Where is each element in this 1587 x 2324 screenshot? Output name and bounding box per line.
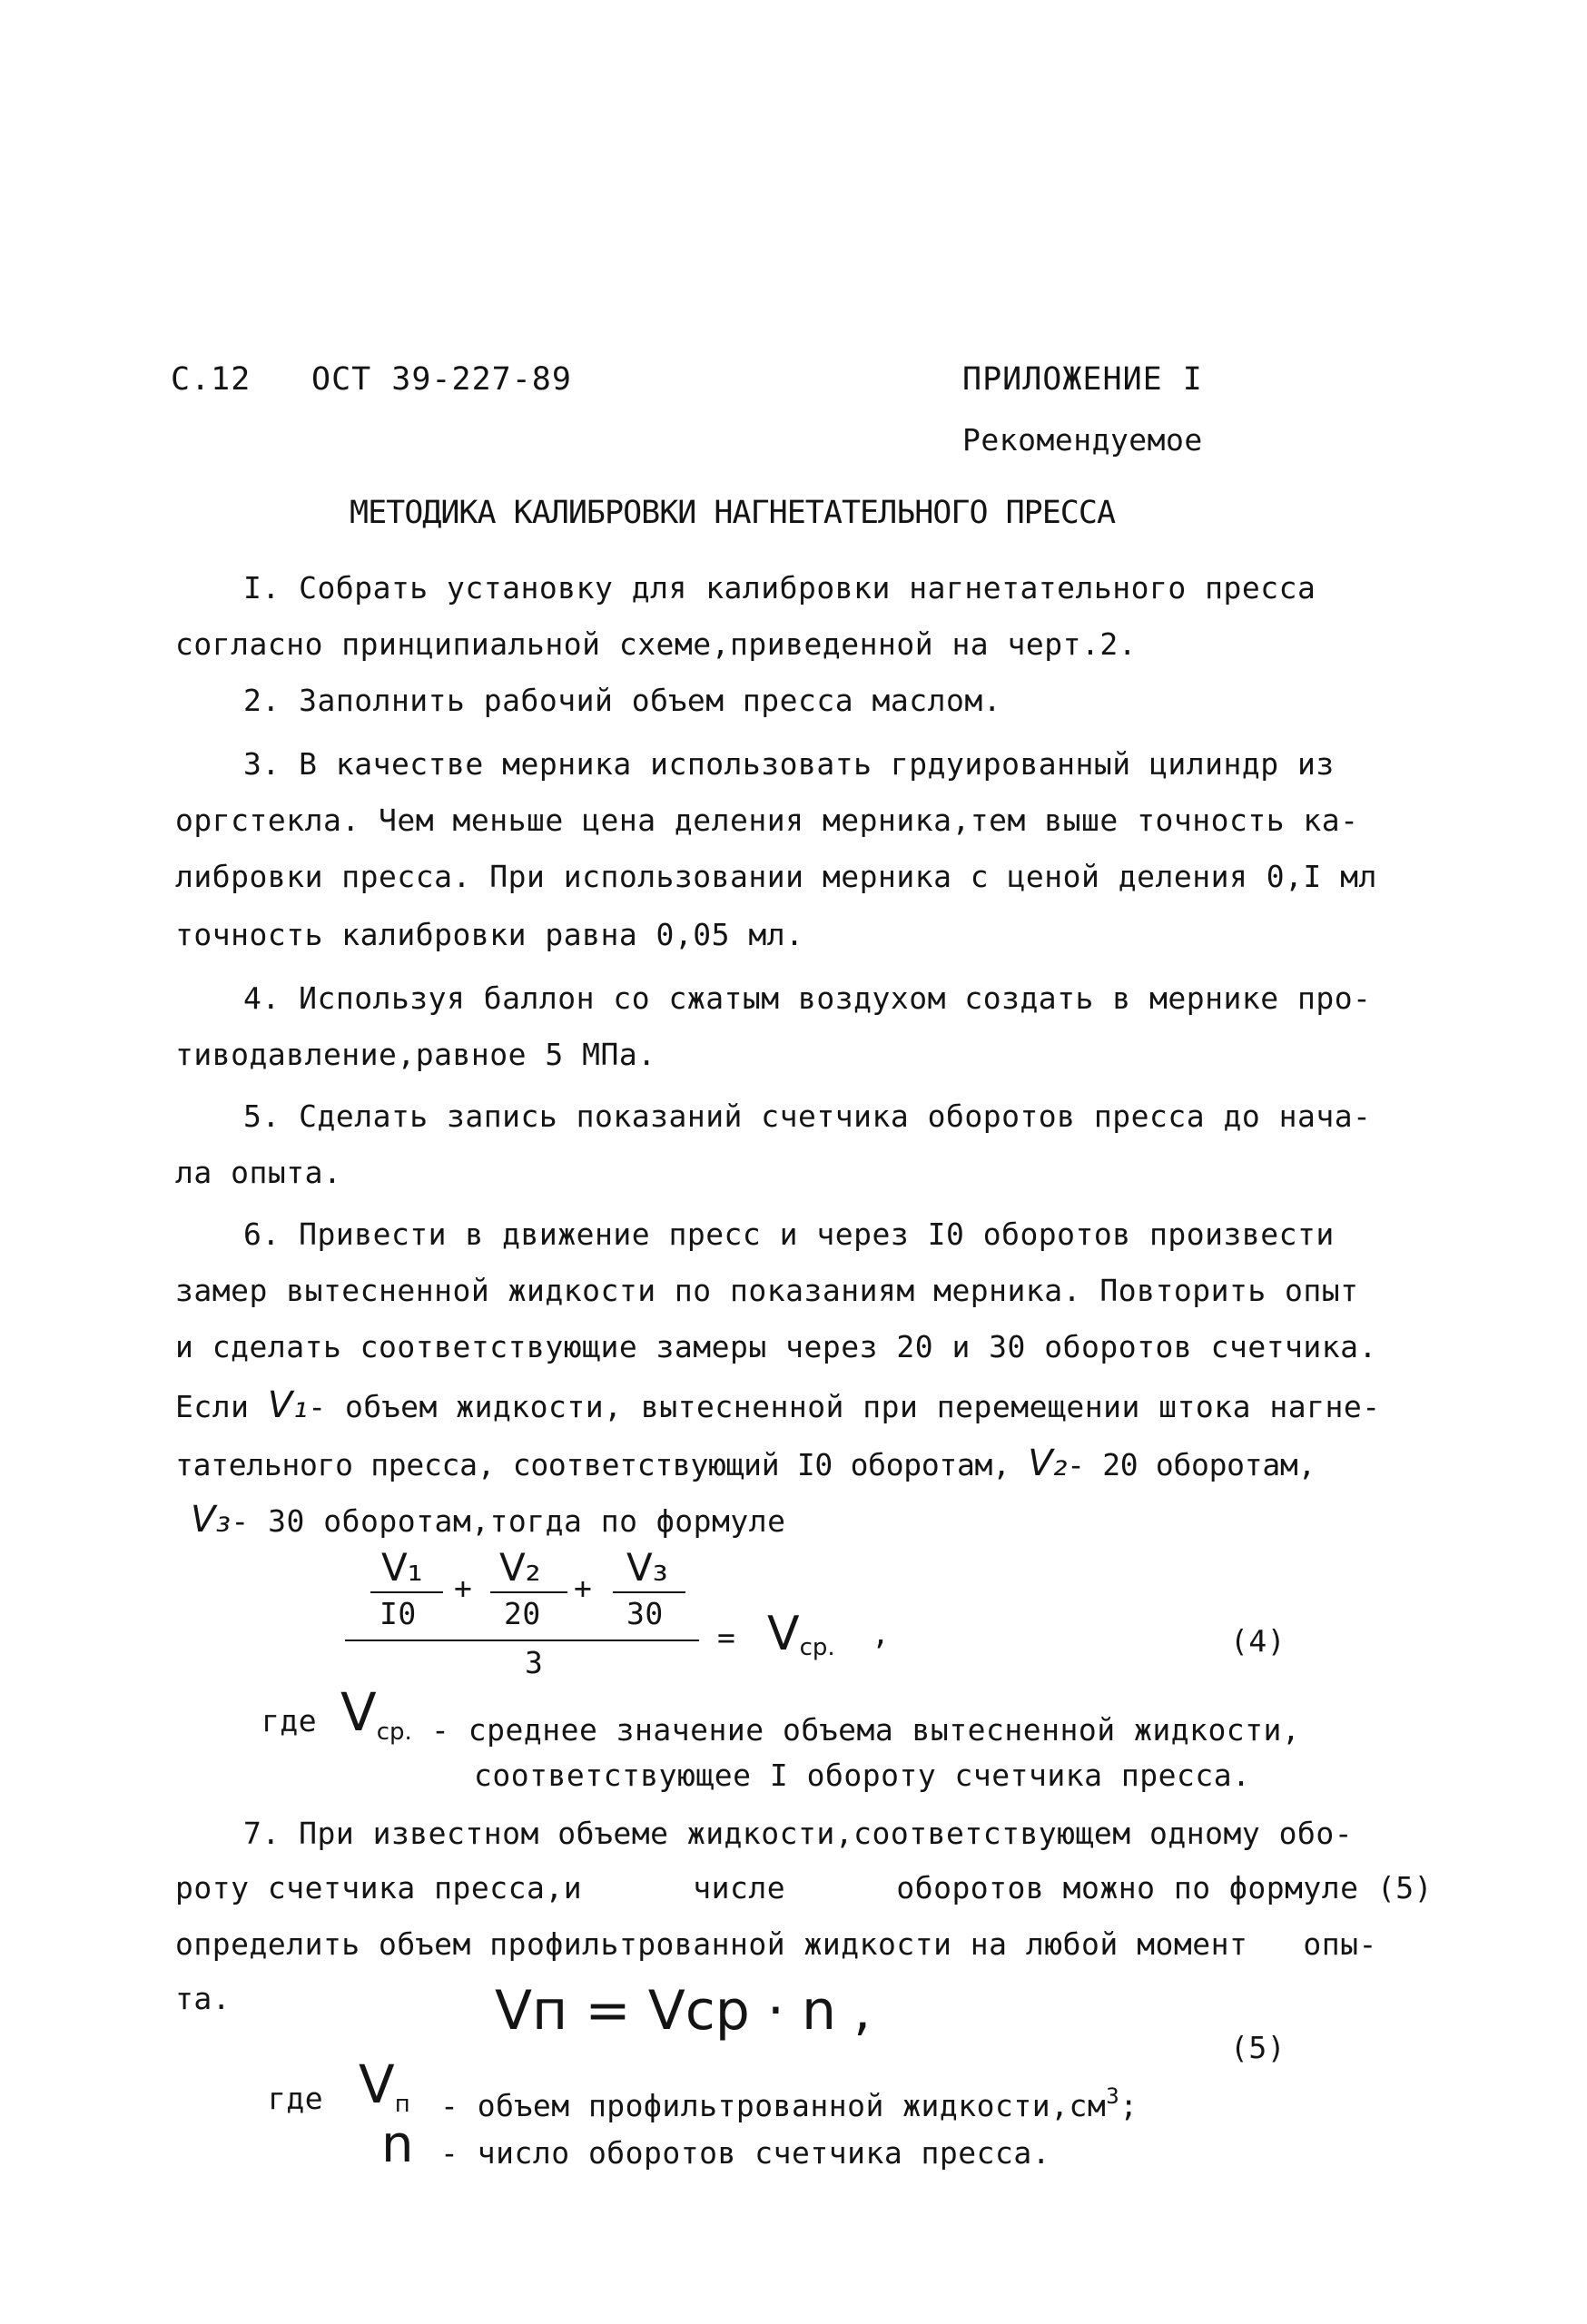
- formula-4-plus-1: +: [454, 1571, 473, 1606]
- document-title: МЕТОДИКА КАЛИБРОВКИ НАГНЕТАТЕЛЬНОГО ПРЕССА: [350, 495, 1116, 531]
- step-6-line-1: 6. Привести в движение пресс и через I0 оборотов произвести: [243, 1216, 1335, 1252]
- standard-code: ОСТ 39-227-89: [311, 361, 572, 398]
- formula-4-frac3-bar: [613, 1591, 685, 1593]
- vn-symbol: V: [359, 2053, 395, 2115]
- formula-4-result: [767, 1607, 835, 1661]
- formula-4-v2: V₂: [499, 1545, 541, 1590]
- step-3-line-4: точность калибровки равна 0,05 мл.: [175, 917, 804, 952]
- result-symbol: V: [767, 1607, 800, 1661]
- vn-subscript: п: [394, 2091, 410, 2118]
- formula-4-comma: ,: [872, 1616, 891, 1651]
- vcp-symbol: V: [340, 1681, 377, 1743]
- where-5-symbol-2: n: [381, 2115, 414, 2174]
- v1-symbol: V₁: [267, 1384, 309, 1426]
- v2-symbol: V₂: [1028, 1443, 1068, 1484]
- vcp-subscript: ср.: [376, 1718, 412, 1746]
- step-4-line-1: 4. Используя баллон со сжатым воздухом создать в мернике про-: [243, 980, 1372, 1016]
- where-4-symbol: [340, 1681, 412, 1746]
- desc-punct: ;: [1119, 2088, 1138, 2123]
- step-4-line-2: тиводавление,равное 5 МПа.: [175, 1037, 656, 1072]
- step-3-line-1: 3. В качестве мерника использовать грдуированный цилиндр из: [243, 746, 1335, 782]
- formula-5: Vп = Vср · n ,: [495, 1979, 872, 2043]
- line-suffix: - 20 оборотам,: [1067, 1447, 1316, 1482]
- formula-4-d1: I0: [380, 1596, 417, 1631]
- desc-text: - объем профильтрованной жидкости,см: [440, 2088, 1107, 2123]
- where-5-desc-line-2: - число оборотов счетчика пресса.: [440, 2135, 1051, 2171]
- result-subscript: ср.: [799, 1634, 835, 1661]
- formula-4-plus-2: +: [574, 1571, 593, 1606]
- step-1-line-2: согласно принципиальной схеме,приведенной на черт.2.: [175, 626, 1138, 662]
- page-number: C.12: [171, 361, 251, 398]
- appendix-status: Рекомендуемое: [962, 422, 1203, 458]
- step-6-line-5: [175, 1445, 1316, 1483]
- formula-4-v1: V₁: [381, 1545, 423, 1590]
- step-7-line-3: определить объем профильтрованной жидкости на любой момент опы-: [175, 1926, 1377, 1962]
- step-1-line-1: I. Собрать установку для калибровки нагнетательного пресса: [243, 570, 1316, 606]
- desc-superscript: 3: [1106, 2083, 1120, 2109]
- formula-4-d2: 20: [504, 1596, 541, 1631]
- step-5-line-1: 5. Сделать запись показаний счетчика оборотов пресса до нача-: [243, 1098, 1372, 1134]
- step-6-line-2: замер вытесненной жидкости по показаниям мерника. Повторить опыт: [175, 1273, 1359, 1308]
- step-3-line-3: либровки пресса. При использовании мерника с ценой деления 0,I мл: [175, 859, 1377, 894]
- step-2-line-1: 2. Заполнить рабочий объем пресса маслом.: [243, 683, 1002, 718]
- line-suffix: - объем жидкости, вытесненной при перемещении штока нагне-: [308, 1389, 1381, 1424]
- formula-4-equals: =: [717, 1620, 736, 1655]
- step-7-line-1: 7. При известном объеме жидкости,соответствующем одному обо-: [243, 1816, 1354, 1851]
- where-4-label: где: [261, 1703, 318, 1738]
- where-5-label: где: [268, 2081, 324, 2116]
- line-suffix: - 30 оборотам,тогда по формуле: [231, 1503, 786, 1539]
- formula-4-main-bar: [345, 1640, 699, 1641]
- where-4-desc-line-1: - среднее значение объема вытесненной жидкости,: [431, 1712, 1301, 1748]
- step-5-line-2: ла опыта.: [175, 1155, 342, 1190]
- where-4-desc-line-2: соответствующее I обороту счетчика пресса.: [474, 1758, 1251, 1793]
- step-3-line-2: оргстекла. Чем меньше цена деления мерника,тем выше точность ка-: [175, 803, 1359, 838]
- appendix-label: ПРИЛОЖЕНИЕ I: [962, 361, 1203, 398]
- formula-5-number: (5): [1230, 2030, 1286, 2065]
- line-prefix: тательного пресса, соответствующий I0 оборотам,: [175, 1447, 1010, 1482]
- step-6-line-3: и сделать соответствующие замеры через 20 и 30 оборотов счетчика.: [175, 1329, 1377, 1364]
- where-5-desc-line-1: [440, 2083, 1138, 2127]
- line-prefix: Если: [175, 1389, 250, 1424]
- formula-4-d3: 30: [626, 1596, 664, 1631]
- v3-symbol: V₃: [191, 1499, 232, 1541]
- step-7-line-4: та.: [175, 1981, 232, 2016]
- where-5-symbol-1: [359, 2053, 410, 2118]
- formula-4-frac2-bar: [490, 1591, 567, 1593]
- formula-4-v3: V₃: [626, 1545, 668, 1590]
- formula-4-denominator: 3: [525, 1645, 544, 1680]
- formula-4-frac1-bar: [370, 1591, 443, 1593]
- formula-4-number: (4): [1230, 1623, 1286, 1659]
- step-6-line-6: [191, 1499, 786, 1541]
- step-6-line-4: [175, 1384, 1381, 1426]
- step-7-line-2: роту счетчика пресса,и числе оборотов можно по формуле (5): [175, 1870, 1434, 1905]
